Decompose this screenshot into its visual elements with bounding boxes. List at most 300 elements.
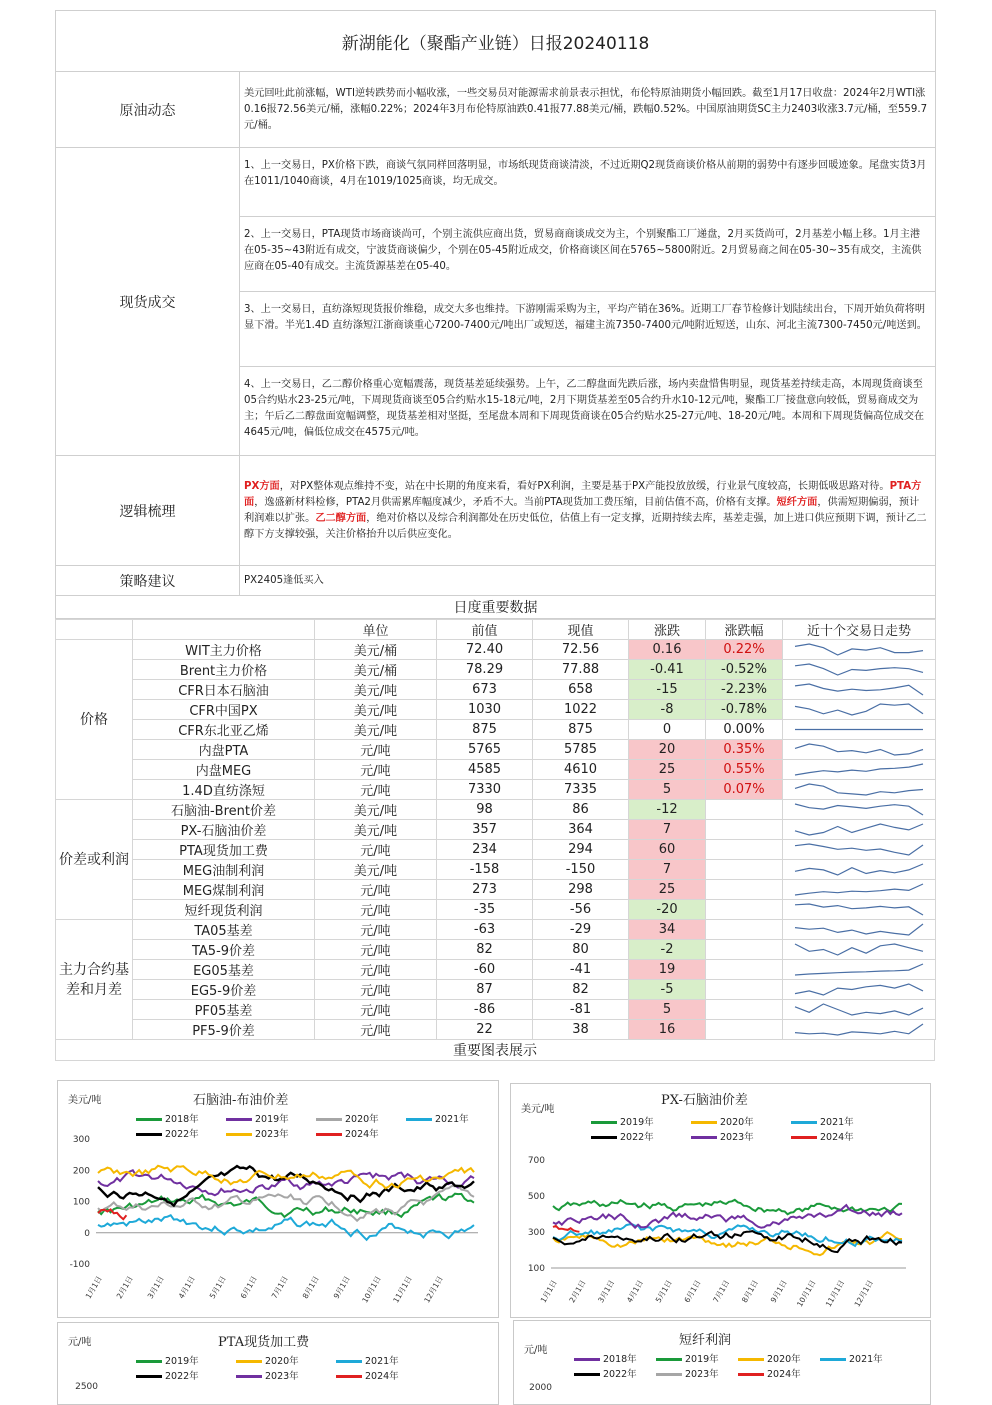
y-tick-label: 500 bbox=[527, 1192, 545, 1202]
legend-label: 2024年 bbox=[820, 1132, 854, 1143]
row-chg: 7 bbox=[629, 860, 706, 880]
legend-label: 2020年 bbox=[265, 1356, 299, 1367]
legend-label: 2021年 bbox=[435, 1114, 469, 1125]
legend-item bbox=[336, 1368, 399, 1382]
row-name: 石脑油-Brent价差 bbox=[133, 800, 315, 820]
sparkline-line bbox=[795, 1004, 923, 1015]
x-tick-label: 3月1日 bbox=[145, 1274, 166, 1301]
sparkline-svg bbox=[789, 1021, 929, 1038]
row-prev: 78.29 bbox=[437, 660, 533, 680]
sparkline-svg bbox=[789, 681, 929, 698]
sparkline-line bbox=[795, 784, 923, 795]
row-chg: -12 bbox=[629, 800, 706, 820]
x-tick-label: 5月1日 bbox=[653, 1278, 674, 1305]
legend-swatch bbox=[574, 1358, 600, 1361]
legend-swatch bbox=[591, 1136, 617, 1139]
report-title: 新湖能化（聚酯产业链）日报20240118 bbox=[56, 11, 936, 72]
legend-label: 2024年 bbox=[767, 1369, 801, 1380]
legend-swatch bbox=[691, 1121, 717, 1124]
x-tick-label: 3月1日 bbox=[596, 1278, 617, 1305]
sparkline-line bbox=[795, 904, 923, 915]
y-tick-label: 100 bbox=[72, 1197, 90, 1208]
legend-swatch bbox=[738, 1373, 764, 1376]
crude-section-label: 原油动态 bbox=[56, 72, 240, 148]
row-pct bbox=[706, 880, 783, 900]
sparkline-line bbox=[795, 864, 923, 875]
row-name: Brent主力价格 bbox=[133, 660, 315, 680]
row-prev: 673 bbox=[437, 680, 533, 700]
row-cur: 82 bbox=[533, 980, 629, 1000]
row-cur: 658 bbox=[533, 680, 629, 700]
row-chg: 5 bbox=[629, 1000, 706, 1020]
table-row bbox=[56, 900, 936, 920]
legend-item bbox=[336, 1353, 399, 1367]
legend-item bbox=[316, 1111, 379, 1125]
row-unit: 元/吨 bbox=[315, 920, 437, 940]
row-cur: -150 bbox=[533, 860, 629, 880]
sparkline-line bbox=[795, 824, 923, 835]
legend-label: 2019年 bbox=[685, 1354, 719, 1365]
series-line bbox=[98, 1166, 474, 1188]
name-header bbox=[133, 620, 315, 640]
table-row bbox=[56, 880, 936, 900]
trend-sparkline bbox=[783, 760, 936, 780]
x-tick-label: 2月1日 bbox=[567, 1278, 588, 1305]
legend-item bbox=[226, 1126, 289, 1140]
row-name: MEG油制利润 bbox=[133, 860, 315, 880]
row-prev: 273 bbox=[437, 880, 533, 900]
daily-data-title: 日度重要数据 bbox=[56, 596, 936, 619]
legend-item bbox=[791, 1114, 854, 1128]
trend-sparkline bbox=[783, 1020, 936, 1040]
row-unit: 元/吨 bbox=[315, 880, 437, 900]
sparkline-svg bbox=[789, 961, 929, 978]
row-prev: 875 bbox=[437, 720, 533, 740]
x-tick-label: 11月1日 bbox=[823, 1278, 847, 1309]
x-tick-label: 10月1日 bbox=[360, 1274, 383, 1305]
sparkline-line bbox=[795, 764, 923, 775]
sparkline-svg bbox=[789, 1001, 929, 1018]
table-row bbox=[56, 960, 936, 980]
row-name: PF05基差 bbox=[133, 1000, 315, 1020]
chart-panel bbox=[57, 1322, 499, 1405]
table-row bbox=[56, 940, 936, 960]
row-cur: 80 bbox=[533, 940, 629, 960]
row-name: 内盘MEG bbox=[133, 760, 315, 780]
table-row bbox=[56, 980, 936, 1000]
row-pct bbox=[706, 960, 783, 980]
row-chg: 5 bbox=[629, 780, 706, 800]
row-prev: 5765 bbox=[437, 740, 533, 760]
table-row bbox=[56, 760, 936, 780]
legend-swatch bbox=[656, 1358, 682, 1361]
row-chg: 7 bbox=[629, 820, 706, 840]
spot-section-body bbox=[240, 148, 936, 456]
legend-label: 2021年 bbox=[849, 1354, 883, 1365]
trend-sparkline bbox=[783, 640, 936, 660]
table-row bbox=[56, 860, 936, 880]
row-pct bbox=[706, 920, 783, 940]
row-cur: 72.56 bbox=[533, 640, 629, 660]
row-prev: 234 bbox=[437, 840, 533, 860]
legend-item bbox=[226, 1111, 289, 1125]
row-pct bbox=[706, 820, 783, 840]
x-tick-label: 9月1日 bbox=[331, 1274, 352, 1301]
row-name: PTA现货加工费 bbox=[133, 840, 315, 860]
legend-swatch bbox=[591, 1121, 617, 1124]
table-row bbox=[56, 720, 936, 740]
chart-panel bbox=[57, 1080, 499, 1318]
row-prev: -86 bbox=[437, 1000, 533, 1020]
chart-unit: 美元/吨 bbox=[68, 1095, 102, 1106]
row-pct bbox=[706, 840, 783, 860]
legend-item bbox=[656, 1366, 719, 1380]
row-prev: -60 bbox=[437, 960, 533, 980]
row-cur: 38 bbox=[533, 1020, 629, 1040]
table-row bbox=[56, 700, 936, 720]
row-unit: 元/吨 bbox=[315, 760, 437, 780]
x-tick-label: 1月1日 bbox=[83, 1274, 104, 1301]
legend-label: 2022年 bbox=[603, 1369, 637, 1380]
row-chg: -0.41 bbox=[629, 660, 706, 680]
trend-sparkline bbox=[783, 780, 936, 800]
trend-header: 近十个交易日走势 bbox=[783, 620, 936, 640]
keyword-psf: 短纤方面 bbox=[776, 496, 818, 508]
row-group-label: 价格 bbox=[56, 640, 133, 800]
sparkline-svg bbox=[789, 781, 929, 798]
row-cur: -29 bbox=[533, 920, 629, 940]
row-prev: 72.40 bbox=[437, 640, 533, 660]
series-line bbox=[553, 1200, 902, 1215]
legend-swatch bbox=[136, 1133, 162, 1136]
row-group-label: 主力合约基差和月差 bbox=[56, 920, 133, 1040]
table-row bbox=[56, 1020, 936, 1040]
row-pct: 0.00% bbox=[706, 720, 783, 740]
sparkline-svg bbox=[789, 741, 929, 758]
sparkline-line bbox=[795, 644, 923, 655]
row-name: CFR中国PX bbox=[133, 700, 315, 720]
row-pct: -0.78% bbox=[706, 700, 783, 720]
legend-label: 2024年 bbox=[345, 1129, 379, 1140]
row-name: 1.4D直纺涤短 bbox=[133, 780, 315, 800]
chart-unit: 美元/吨 bbox=[521, 1104, 555, 1115]
x-tick-label: 12月1日 bbox=[422, 1274, 445, 1305]
legend-item bbox=[574, 1351, 637, 1365]
table-row bbox=[56, 800, 936, 820]
trend-sparkline bbox=[783, 920, 936, 940]
row-pct bbox=[706, 1000, 783, 1020]
row-unit: 美元/吨 bbox=[315, 680, 437, 700]
row-unit: 元/吨 bbox=[315, 980, 437, 1000]
sparkline-svg bbox=[789, 721, 929, 738]
legend-swatch bbox=[316, 1133, 342, 1136]
trend-sparkline bbox=[783, 980, 936, 1000]
chart-title: PX-石脑油价差 bbox=[661, 1093, 748, 1108]
logic-section-text bbox=[240, 456, 936, 566]
row-unit: 美元/桶 bbox=[315, 660, 437, 680]
sparkline-svg bbox=[789, 801, 929, 818]
row-name: EG05基差 bbox=[133, 960, 315, 980]
table-row bbox=[56, 680, 936, 700]
row-chg: 0 bbox=[629, 720, 706, 740]
legend-swatch bbox=[820, 1358, 846, 1361]
legend-item bbox=[820, 1351, 883, 1365]
trend-sparkline bbox=[783, 860, 936, 880]
legend-item bbox=[691, 1129, 754, 1143]
chart-title: 短纤利润 bbox=[679, 1333, 732, 1348]
sparkline-line bbox=[795, 804, 923, 815]
row-unit: 元/吨 bbox=[315, 740, 437, 760]
sparkline-svg bbox=[789, 641, 929, 658]
row-cur: -56 bbox=[533, 900, 629, 920]
trend-sparkline bbox=[783, 740, 936, 760]
y-tick-label: 2000 bbox=[529, 1383, 552, 1393]
legend-swatch bbox=[791, 1136, 817, 1139]
x-tick-label: 7月1日 bbox=[711, 1278, 732, 1305]
x-tick-label: 7月1日 bbox=[269, 1274, 290, 1301]
legend-item bbox=[791, 1129, 854, 1143]
row-chg: -8 bbox=[629, 700, 706, 720]
row-chg: 16 bbox=[629, 1020, 706, 1040]
row-cur: 364 bbox=[533, 820, 629, 840]
series-line bbox=[98, 1215, 474, 1240]
keyword-pta: PTA方面 bbox=[244, 480, 922, 508]
row-unit: 元/吨 bbox=[315, 960, 437, 980]
legend-swatch bbox=[336, 1375, 362, 1378]
legend-label: 2021年 bbox=[365, 1356, 399, 1367]
trend-sparkline bbox=[783, 1000, 936, 1020]
row-prev: 98 bbox=[437, 800, 533, 820]
row-cur: 77.88 bbox=[533, 660, 629, 680]
row-chg: -20 bbox=[629, 900, 706, 920]
sparkline-svg bbox=[789, 901, 929, 918]
legend-item bbox=[591, 1129, 654, 1143]
table-row bbox=[56, 840, 936, 860]
row-prev: -63 bbox=[437, 920, 533, 940]
table-row bbox=[56, 640, 936, 660]
cur-header: 现值 bbox=[533, 620, 629, 640]
y-tick-label: 0 bbox=[84, 1228, 90, 1239]
sparkline-svg bbox=[789, 881, 929, 898]
row-cur: 86 bbox=[533, 800, 629, 820]
table-row bbox=[56, 780, 936, 800]
row-chg: 0.16 bbox=[629, 640, 706, 660]
legend-swatch bbox=[336, 1360, 362, 1363]
sparkline-line bbox=[795, 704, 923, 715]
sparkline-line bbox=[795, 684, 923, 695]
row-group-label: 价差或利润 bbox=[56, 800, 133, 920]
row-prev: 357 bbox=[437, 820, 533, 840]
legend-swatch bbox=[136, 1375, 162, 1378]
legend-swatch bbox=[656, 1373, 682, 1376]
chart-unit: 元/吨 bbox=[68, 1337, 92, 1348]
sparkline-line bbox=[795, 984, 923, 995]
row-chg: 20 bbox=[629, 740, 706, 760]
row-chg: 60 bbox=[629, 840, 706, 860]
legend-label: 2022年 bbox=[165, 1129, 199, 1140]
legend-swatch bbox=[236, 1360, 262, 1363]
row-chg: -15 bbox=[629, 680, 706, 700]
sparkline-svg bbox=[789, 941, 929, 958]
legend-item bbox=[136, 1368, 199, 1382]
legend-item bbox=[136, 1353, 199, 1367]
row-cur: 294 bbox=[533, 840, 629, 860]
sparkline-line bbox=[795, 924, 923, 935]
y-tick-label: 300 bbox=[527, 1228, 545, 1238]
keyword-px: PX方面 bbox=[244, 480, 280, 492]
trend-sparkline bbox=[783, 720, 936, 740]
x-tick-label: 5月1日 bbox=[207, 1274, 228, 1301]
row-pct: 0.55% bbox=[706, 760, 783, 780]
legend-swatch bbox=[738, 1358, 764, 1361]
logic-section-label: 逻辑梳理 bbox=[56, 456, 240, 566]
x-tick-label: 10月1日 bbox=[795, 1278, 818, 1309]
legend-swatch bbox=[574, 1373, 600, 1376]
chart-title: PTA现货加工费 bbox=[218, 1335, 310, 1350]
legend-swatch bbox=[316, 1118, 342, 1121]
y-tick-label: 300 bbox=[72, 1135, 90, 1145]
spot-paragraph: 1、上一交易日，PX价格下跌，商谈气氛同样回落明显，市场纸现货商谈清淡，不过近期Q2现货商谈价格从前期的弱势中有逐步回暖迹象。尾盘实货3月在1011/1040商谈，4月在1019/1025商谈，均无成交。 bbox=[240, 148, 935, 217]
legend-swatch bbox=[691, 1136, 717, 1139]
trend-sparkline bbox=[783, 700, 936, 720]
trend-sparkline bbox=[783, 880, 936, 900]
row-chg: 34 bbox=[629, 920, 706, 940]
legend-label: 2022年 bbox=[620, 1132, 654, 1143]
spot-paragraph: 4、上一交易日，乙二醇价格重心宽幅震荡，现货基差延续强势。上午，乙二醇盘面先跌后涨，场内卖盘惜售明显，现货基差持续走高，本周现货商谈至05合约贴水23-25元/吨，下周现货商谈至05合约贴水15-18元/吨，2月下期货基差至05合约升水10-12元/吨，聚酯工厂接盘意向较低，贸易商成交为主；午后乙二醇盘面宽幅调整，现货基差相对坚挺，至尾盘本周和下周现货商谈在05合约贴水25-27元/吨、18-20元/吨。本周和下周现货偏高位成交在4645元/吨，偏低位成交在4575元/吨。 bbox=[244, 379, 925, 438]
series-line bbox=[98, 1170, 474, 1195]
logic-text: ，对PX整体观点维持不变，站在中长期的角度来看，看好PX利润，主要是基于PX产能投放放缓，行业景气度较高，长期低吸思路对待。 bbox=[279, 480, 890, 492]
x-tick-label: 11月1日 bbox=[391, 1274, 414, 1305]
row-pct: 0.35% bbox=[706, 740, 783, 760]
legend-label: 2020年 bbox=[345, 1114, 379, 1125]
row-chg: 25 bbox=[629, 760, 706, 780]
legend-label: 2018年 bbox=[165, 1114, 199, 1125]
row-unit: 元/吨 bbox=[315, 840, 437, 860]
logic-text: ，逸盛新材料检修，PTA2月供需累库幅度减少，矛盾不大。当前PTA现货加工费压缩，目前估值不高，价格有支撑。 bbox=[254, 496, 777, 508]
row-unit: 美元/吨 bbox=[315, 700, 437, 720]
legend-item bbox=[136, 1126, 199, 1140]
row-unit: 美元/吨 bbox=[315, 820, 437, 840]
legend-item bbox=[236, 1368, 299, 1382]
trend-sparkline bbox=[783, 660, 936, 680]
row-name: CFR东北亚乙烯 bbox=[133, 720, 315, 740]
legend-swatch bbox=[226, 1133, 252, 1136]
legend-item bbox=[591, 1114, 654, 1128]
legend-label: 2020年 bbox=[720, 1117, 754, 1128]
logic-text: ，绝对价格以及综合利润都处在历史低位，估值上有一定支撑，近期持续去库，基差走强，加上进口供应预期下调，预计乙二醇下方支撑较强，关注价格抬升以后供应变化。 bbox=[244, 512, 927, 540]
sparkline-svg bbox=[789, 761, 929, 778]
row-prev: 22 bbox=[437, 1020, 533, 1040]
chart-unit: 元/吨 bbox=[524, 1345, 548, 1356]
trend-sparkline bbox=[783, 940, 936, 960]
legend-label: 2021年 bbox=[820, 1117, 854, 1128]
x-tick-label: 4月1日 bbox=[624, 1278, 645, 1305]
x-tick-label: 8月1日 bbox=[300, 1274, 321, 1301]
legend-label: 2024年 bbox=[365, 1371, 399, 1382]
sparkline-line bbox=[795, 944, 923, 955]
x-tick-label: 6月1日 bbox=[682, 1278, 703, 1305]
row-cur: -41 bbox=[533, 960, 629, 980]
row-unit: 元/吨 bbox=[315, 940, 437, 960]
row-prev: 1030 bbox=[437, 700, 533, 720]
row-unit: 美元/吨 bbox=[315, 860, 437, 880]
row-prev: 7330 bbox=[437, 780, 533, 800]
row-unit: 元/吨 bbox=[315, 780, 437, 800]
report-summary-table bbox=[55, 10, 936, 619]
row-name: PX-石脑油价差 bbox=[133, 820, 315, 840]
x-tick-label: 1月1日 bbox=[538, 1278, 559, 1305]
row-pct: 0.22% bbox=[706, 640, 783, 660]
unit-header: 单位 bbox=[315, 620, 437, 640]
legend-item bbox=[691, 1114, 754, 1128]
sparkline-svg bbox=[789, 701, 929, 718]
row-pct bbox=[706, 800, 783, 820]
table-row bbox=[56, 740, 936, 760]
row-chg: -5 bbox=[629, 980, 706, 1000]
row-name: TA05基差 bbox=[133, 920, 315, 940]
y-tick-label: 2500 bbox=[75, 1382, 98, 1392]
legend-label: 2023年 bbox=[720, 1132, 754, 1143]
legend-item bbox=[236, 1353, 299, 1367]
legend-item bbox=[574, 1366, 637, 1380]
x-tick-label: 8月1日 bbox=[739, 1278, 760, 1305]
sparkline-svg bbox=[789, 661, 929, 678]
sparkline-line bbox=[795, 1024, 923, 1035]
x-tick-label: 2月1日 bbox=[114, 1274, 135, 1301]
row-name: WIT主力价格 bbox=[133, 640, 315, 660]
legend-item bbox=[316, 1126, 379, 1140]
row-cur: 4610 bbox=[533, 760, 629, 780]
row-name: CFR日本石脑油 bbox=[133, 680, 315, 700]
legend-swatch bbox=[136, 1360, 162, 1363]
row-unit: 元/吨 bbox=[315, 900, 437, 920]
chart-title: 石脑油-布油价差 bbox=[193, 1093, 289, 1108]
pct-header: 涨跌幅 bbox=[706, 620, 783, 640]
series-line bbox=[553, 1205, 902, 1228]
legend-label: 2020年 bbox=[767, 1354, 801, 1365]
sparkline-line bbox=[795, 744, 923, 755]
table-row bbox=[56, 820, 936, 840]
row-name: MEG煤制利润 bbox=[133, 880, 315, 900]
row-name: 短纤现货利润 bbox=[133, 900, 315, 920]
row-cur: 1022 bbox=[533, 700, 629, 720]
sparkline-svg bbox=[789, 981, 929, 998]
legend-label: 2022年 bbox=[165, 1371, 199, 1382]
series-line bbox=[553, 1226, 579, 1232]
legend-label: 2019年 bbox=[165, 1356, 199, 1367]
row-pct bbox=[706, 1020, 783, 1040]
row-pct: 0.07% bbox=[706, 780, 783, 800]
row-cur: 5785 bbox=[533, 740, 629, 760]
row-pct bbox=[706, 900, 783, 920]
trend-sparkline bbox=[783, 840, 936, 860]
row-chg: 25 bbox=[629, 880, 706, 900]
legend-swatch bbox=[236, 1375, 262, 1378]
strategy-section-text: PX2405逢低买入 bbox=[240, 566, 936, 596]
trend-sparkline bbox=[783, 680, 936, 700]
legend-item bbox=[738, 1366, 801, 1380]
legend-swatch bbox=[226, 1118, 252, 1121]
keyword-meg: 乙二醇方面 bbox=[315, 512, 367, 524]
row-chg: 19 bbox=[629, 960, 706, 980]
charts-title: 重要图表展示 bbox=[55, 1040, 935, 1061]
legend-item bbox=[656, 1351, 719, 1365]
sparkline-svg bbox=[789, 921, 929, 938]
sparkline-line bbox=[795, 884, 923, 895]
table-row bbox=[56, 660, 936, 680]
chg-header: 涨跌 bbox=[629, 620, 706, 640]
legend-label: 2019年 bbox=[255, 1114, 289, 1125]
